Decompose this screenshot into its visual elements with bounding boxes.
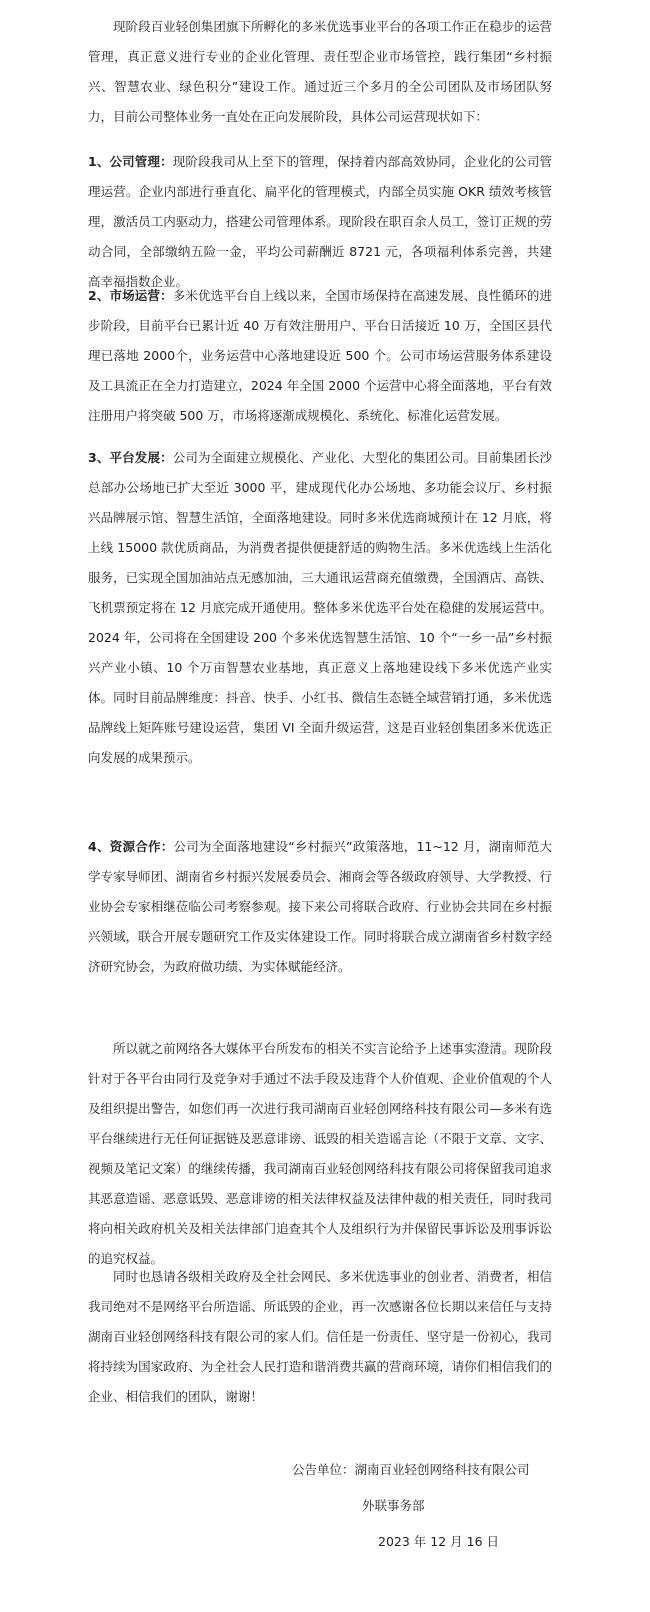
item-market-operation <box>88 281 552 431</box>
item-platform-development <box>88 443 552 773</box>
item-number: 1、 <box>88 154 110 169</box>
signature-company: 公告单位：湖南百业轻创网络科技有限公司 <box>292 1462 530 1477</box>
item-text: 公司为全面落地建设“乡村振兴”政策落地，11~12 月，湖南师范大学专家导师团、湖南省乡村振兴发展委员会、湘商会等各级政府领导、大学教授、行业协会专家相继莅临公司考察参观。接下来公司将联合政府、行业协会共同在乡村振兴领域，联合开展专题研究工作及实体建设工作。同时将联合成立湖南省乡村数字经济研究协会，为政府做功绩、为实体赋能经济。 <box>88 839 552 974</box>
intro-paragraph: 现阶段百业轻创集团旗下所孵化的多米优选事业平台的各项工作正在稳步的运营管理，真正意义进行专业的企业化管理、责任型企业市场管控，践行集团“乡村振兴、智慧农业、绿色积分”建设工作。通过近三个多月的全公司团队及市场团队努力，目前公司整体业务一直处在正向发展阶段，具体公司运营现状如下： <box>88 19 552 124</box>
clarification-paragraph: 所以就之前网络各大媒体平台所发布的相关不实言论给予上述事实澄清。现阶段针对于各平台由同行及竞争对手通过不法手段及违背个人价值观、企业价值观的个人及组织提出警告，如您们再一次进行我司湖南百业轻创网络科技有限公司—多米有选平台继续进行无任何证据链及恶意诽谤、诋毁的相关造谣言论（不限于文章、文字、视频及笔记文案）的继续传播，我司湖南百业轻创网络科技有限公司将保留我司追求其恶意造谣、恶意诋毁、恶意诽谤的相关法律权益及法律仲裁的相关责任，同时我司将向相关政府机关及相关法律部门追查其个人及组织行为并保留民事诉讼及刑事诉讼的追究权益。 <box>88 1041 552 1266</box>
item-title: 市场运营： <box>109 288 173 303</box>
thanks-paragraph: 同时也恳请各级相关政府及全社会网民、多米优选事业的创业者、消费者，相信我司绝对不是网络平台所造谣、所诋毁的企业，再一次感谢各位长期以来信任与支持湖南百业轻创网络科技有限公司的家人们。信任是一份责任、坚守是一份初心，我司将持续为国家政府、为全社会人民打造和谐消费共赢的营商环境，请你们相信我们的企业、相信我们的团队，谢谢！ <box>88 1269 552 1404</box>
signature-date: 2023 年 12 月 16 日 <box>378 1534 499 1549</box>
item-title: 平台发展： <box>109 450 173 465</box>
item-title: 公司管理： <box>109 154 173 169</box>
item-number: 2、 <box>88 288 110 303</box>
item-company-management <box>88 147 552 297</box>
item-text: 公司为全面建立规模化、产业化、大型化的集团公司。目前集团长沙总部办公场地已扩大至近 3000 平，建成现代化办公场地、多功能会议厅、乡村振兴品牌展示馆、智慧生活馆，全面落地建设。同时多米优选商城预计在 12 月底，将上线 15000 款优质商品，为消费者提供便捷舒适的购物生活。多米优选线上生活化服务，已实现全国加油站点无感加油，三大通讯运营商充值缴费，全国酒店、高铁、飞机票预定将在 12 月底完成开通使用。整体多米优选平台处在稳健的发展运营中。2024 年，公司将在全国建设 200 个多米优选智慧生活馆、10 个“一乡一品”乡村振兴产业小镇、10 个万亩智慧农业基地，真正意义上落地建设线下多米优选产业实体。同时目前品牌维度：抖音、快手、小红书、微信生态链全域营销打通，多米优选品牌线上矩阵账号建设运营，集团 VI 全面升级运营，这是百业轻创集团多米优选正向发展的成果预示。 <box>88 450 552 765</box>
item-number: 4、 <box>88 839 110 854</box>
signature-department: 外联事务部 <box>362 1498 425 1513</box>
item-text: 现阶段我司从上至下的管理，保持着内部高效协同，企业化的公司管理运营。企业内部进行垂直化、扁平化的管理模式，内部全员实施 OKR 绩效考核管理，激活员工内驱动力，搭建公司管理体系。现阶段在职百余人员工，签订正规的劳动合同，全部缴纳五险一金，平均公司薪酬近 8721 元，各项福利体系完善，共建高幸福指数企业。 <box>88 154 552 289</box>
item-number: 3、 <box>88 450 110 465</box>
item-resource-cooperation <box>88 832 552 982</box>
item-title: 资源合作： <box>109 839 174 854</box>
item-text: 多米优选平台自上线以来，全国市场保持在高速发展、良性循环的进步阶段，目前平台已累计近 40 万有效注册用户、平台日活接近 10 万，全国区县代理已落地 2000个，业务运营中心落地建设近 500 个。公司市场运营服务体系建设及工具流正在全力打造建立，2024 年全国 2000 个运营中心将全面落地，平台有效注册用户将突破 500 万，市场将逐渐成规模化、系统化、标准化运营发展。 <box>88 288 552 423</box>
